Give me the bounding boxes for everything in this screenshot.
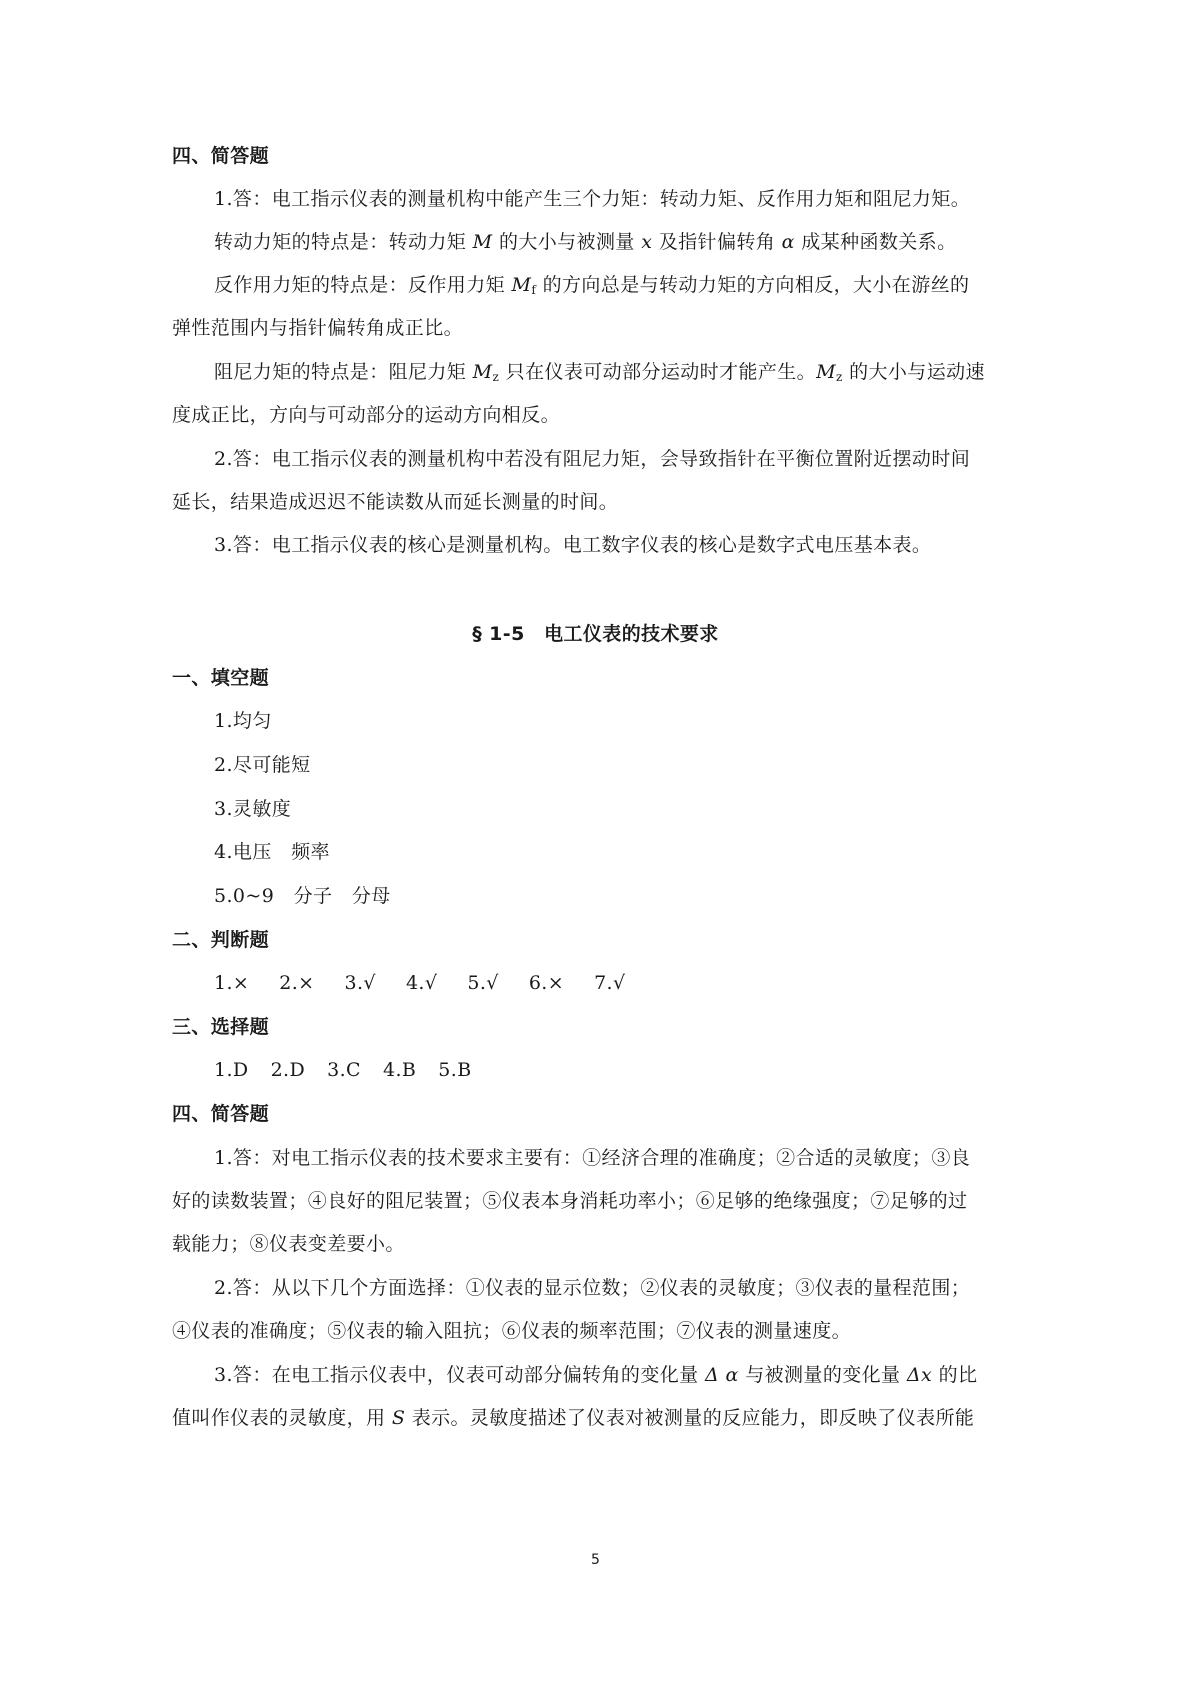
mc-answer: 2.D (270, 1059, 306, 1081)
fill-answer-4: 4.电压 频率 (214, 841, 330, 863)
fill-answer-1: 1.均匀 (214, 710, 272, 732)
multiple-choice-answers (214, 1057, 472, 1083)
sa2-answer-3-line-2: 值叫作仪表的灵敏度，用 S 表示。灵敏度描述了仪表对被测量的反应能力，即反映了仪表所能 (172, 1407, 975, 1429)
answer-1-damping-torque-cont: 度成正比，方向与可动部分的运动方向相反。 (172, 404, 561, 426)
page-number: 5 (591, 1552, 600, 1568)
mc-answer: 1.D (214, 1059, 249, 1081)
answer-2-line-2: 延长，结果造成迟迟不能读数从而延长测量的时间。 (172, 491, 619, 513)
tf-answer: 4.√ (405, 972, 438, 994)
answer-1-damping-torque: 阻尼力矩的特点是：阻尼力矩 $M_z$ 只在仪表可动部分运动时才能产生。$M_z$ 的大小与运动速 (214, 361, 985, 384)
sa2-answer-3-line-1: 3.答：在电工指示仪表中，仪表可动部分偏转角的变化量 Δ α 与被测量的变化量 Δx 的比 (214, 1364, 978, 1386)
true-false-answers (214, 970, 626, 996)
fill-answer-5: 5.0~9 分子 分母 (214, 885, 391, 907)
sa2-answer-1-line-3: 载能力；⑧仪表变差要小。 (172, 1233, 405, 1255)
tf-answer: 7.√ (594, 972, 626, 994)
mc-answer: 4.B (383, 1059, 417, 1081)
short-answer-heading-2: 四、简答题 (172, 1103, 270, 1125)
answer-1-line-1: 1.答：电工指示仪表的测量机构中能产生三个力矩：转动力矩、反作用力矩和阻尼力矩。 (214, 188, 971, 210)
sa2-answer-2-line-2: ④仪表的准确度；⑤仪表的输入阻抗；⑥仪表的频率范围；⑦仪表的测量速度。 (172, 1320, 852, 1342)
fill-answer-3: 3.灵敏度 (214, 798, 292, 820)
section-title: § 1-5 电工仪表的技术要求 (472, 623, 719, 645)
answer-1-counter-torque: 反作用力矩的特点是：反作用力矩 $M_f$ 的方向总是与转动力矩的方向相反，大小在游丝的 (214, 274, 970, 297)
sa2-answer-1-line-1: 1.答：对电工指示仪表的技术要求主要有：①经济合理的准确度；②合适的灵敏度；③良 (214, 1147, 971, 1169)
tf-answer: 6.× (528, 972, 565, 994)
answer-2-line-1: 2.答：电工指示仪表的测量机构中若没有阻尼力矩，会导致指针在平衡位置附近摆动时间 (214, 448, 971, 470)
sa2-answer-1-line-2: 好的读数装置；④良好的阻尼装置；⑤仪表本身消耗功率小；⑥足够的绝缘强度；⑦足够的过 (172, 1190, 968, 1212)
sa2-answer-2-line-1: 2.答：从以下几个方面选择：①仪表的显示位数；②仪表的灵敏度；③仪表的量程范围； (214, 1277, 971, 1299)
answer-3: 3.答：电工指示仪表的核心是测量机构。电工数字仪表的核心是数字式电压基本表。 (214, 534, 932, 556)
answer-1-turning-torque: 转动力矩的特点是：转动力矩 M 的大小与被测量 x 及指针偏转角 α 成某种函数关系。 (214, 231, 957, 253)
mc-answer: 3.C (327, 1059, 361, 1081)
section-heading-short-answer: 四、简答题 (172, 145, 270, 167)
mc-answer: 5.B (438, 1059, 472, 1081)
tf-answer: 2.× (279, 972, 315, 994)
tf-answer: 3.√ (344, 972, 376, 994)
fill-answer-2: 2.尽可能短 (214, 754, 311, 776)
tf-answer: 5.√ (467, 972, 499, 994)
true-false-heading: 二、判断题 (172, 929, 270, 951)
answer-1-counter-torque-cont: 弹性范围内与指针偏转角成正比。 (172, 317, 464, 339)
multiple-choice-heading: 三、选择题 (172, 1016, 270, 1038)
tf-answer: 1.× (214, 972, 250, 994)
fill-blank-heading: 一、填空题 (172, 667, 270, 689)
